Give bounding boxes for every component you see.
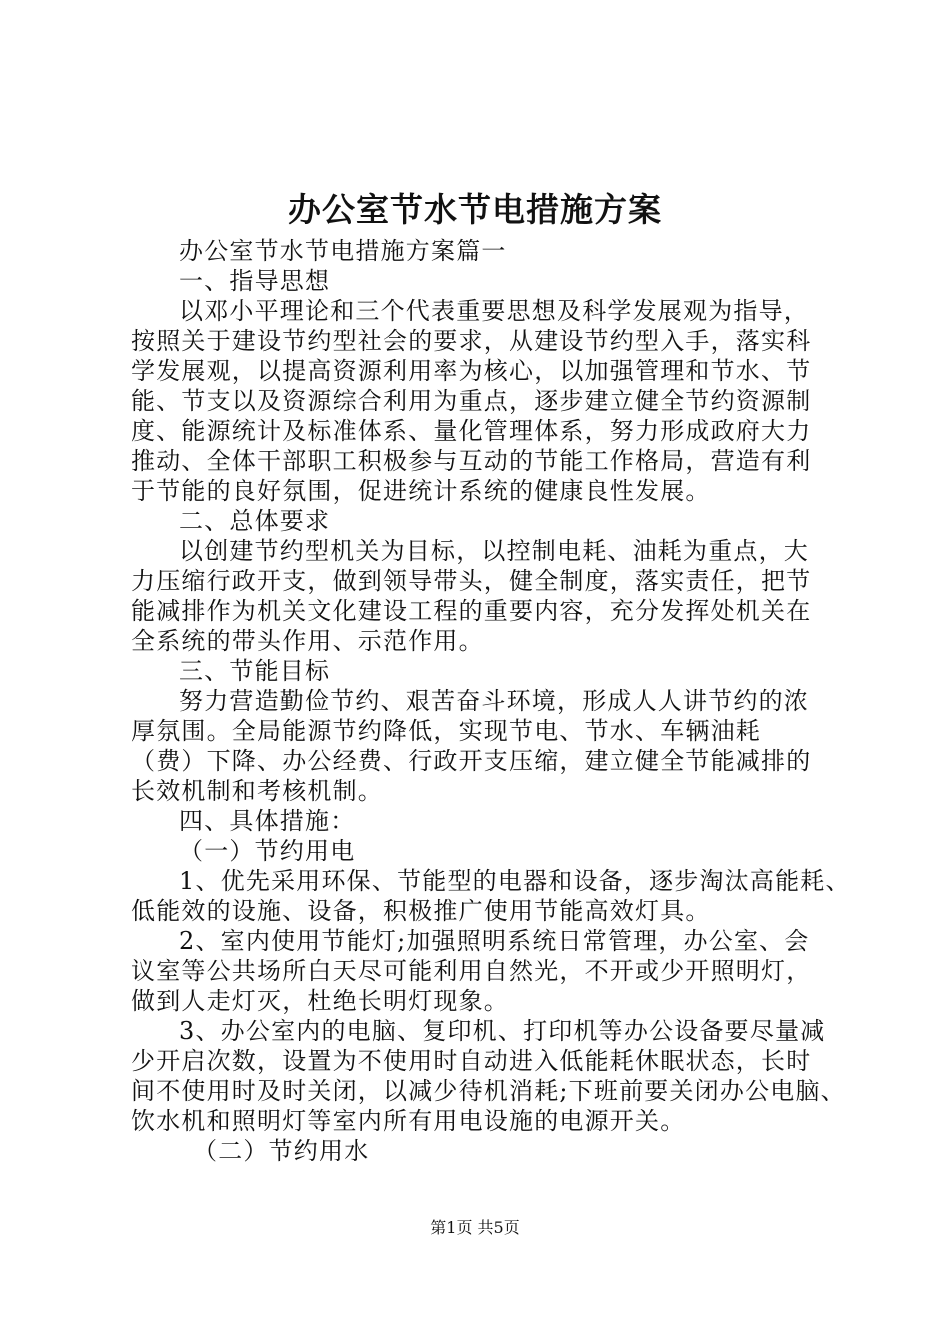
- heading-guiding-ideology: 一、指导思想: [179, 267, 331, 295]
- document-body: [131, 236, 851, 1166]
- paragraph-line: 能减排作为机关文化建设工程的重要内容，充分发挥处机关在: [131, 597, 812, 625]
- paragraph-line: 以邓小平理论和三个代表重要思想及科学发展观为指导，: [179, 297, 809, 325]
- page-footer: 第1页 共5页: [430, 1218, 520, 1237]
- paragraph-line: 以创建节约型机关为目标，以控制电耗、油耗为重点，大: [179, 537, 809, 565]
- list-item-line: 间不使用时及时关闭，以减少待机消耗;下班前要关闭办公电脑、: [131, 1077, 846, 1105]
- heading-overall-requirements: 二、总体要求: [179, 507, 331, 535]
- paragraph-line: 学发展观，以提高资源利用率为核心，以加强管理和节水、节: [131, 357, 812, 385]
- paragraph-line: （费）下降、办公经费、行政开支压缩，建立健全节能减排的: [131, 747, 812, 775]
- list-item-line: 做到人走灯灭，杜绝长明灯现象。: [131, 987, 509, 1015]
- paragraph-line: 全系统的带头作用、示范作用。: [131, 627, 484, 655]
- subheading-save-water: （二）节约用水: [193, 1137, 370, 1165]
- list-item-line: 议室等公共场所白天尽可能利用自然光，不开或少开照明灯，: [131, 957, 812, 985]
- list-item-line: 3、办公室内的电脑、复印机、打印机等办公设备要尽量减: [179, 1017, 826, 1045]
- list-item-line: 少开启次数，设置为不使用时自动进入低能耗休眠状态，长时: [131, 1047, 812, 1075]
- list-item-line: 2、室内使用节能灯;加强照明系统日常管理，办公室、会: [179, 927, 810, 955]
- paragraph-line: 努力营造勤俭节约、艰苦奋斗环境，形成人人讲节约的浓: [179, 687, 809, 715]
- subheading-save-electricity: （一）节约用电: [179, 837, 356, 865]
- list-item-line: 饮水机和照明灯等室内所有用电设施的电源开关。: [131, 1107, 686, 1135]
- list-item-line: 低能效的设施、设备，积极推广使用节能高效灯具。: [131, 897, 711, 925]
- paragraph-line: 能、节支以及资源综合利用为重点，逐步建立健全节约资源制: [131, 387, 812, 415]
- paragraph-line: 力压缩行政开支，做到领导带头，健全制度，落实责任，把节: [131, 567, 812, 595]
- paragraph-line: 厚氛围。全局能源节约降低，实现节电、节水、车辆油耗: [131, 717, 761, 745]
- paragraph-line: 按照关于建设节约型社会的要求，从建设节约型入手，落实科: [131, 327, 812, 355]
- section-subtitle: 办公室节水节电措施方案篇一: [179, 237, 507, 265]
- document-title: 办公室节水节电措施方案: [288, 190, 662, 229]
- paragraph-line: 于节能的良好氛围，促进统计系统的健康良性发展。: [131, 477, 711, 505]
- paragraph-line: 度、能源统计及标准体系、量化管理体系，努力形成政府大力: [131, 417, 812, 445]
- paragraph-line: 长效机制和考核机制。: [131, 777, 383, 805]
- paragraph-line: 推动、全体干部职工积极参与互动的节能工作格局，营造有利: [131, 447, 812, 475]
- list-item-line: 1、优先采用环保、节能型的电器和设备，逐步淘汰高能耗、: [179, 867, 851, 895]
- heading-energy-goals: 三、节能目标: [179, 657, 331, 685]
- heading-specific-measures: 四、具体措施：: [179, 807, 356, 835]
